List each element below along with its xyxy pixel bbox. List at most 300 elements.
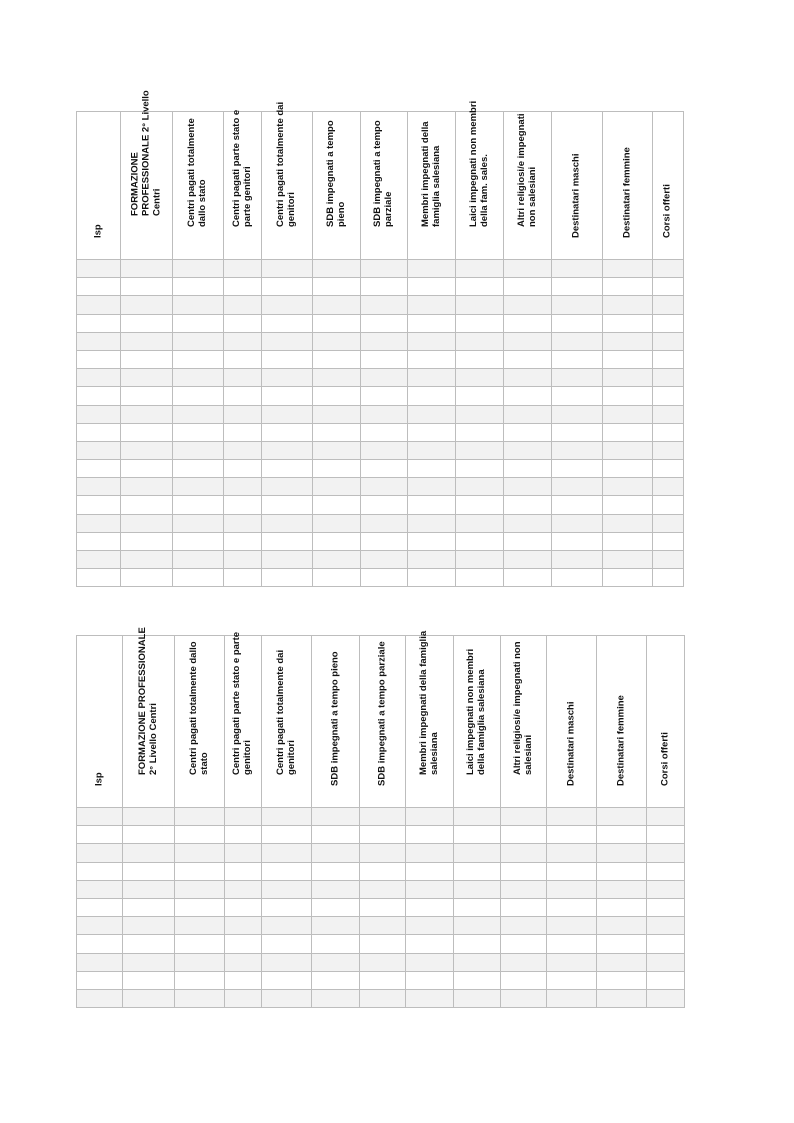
table-cell[interactable]: [456, 278, 504, 296]
table-cell[interactable]: [501, 826, 547, 844]
table-cell[interactable]: [313, 278, 361, 296]
table-cell[interactable]: [456, 350, 504, 368]
table-cell[interactable]: [653, 332, 684, 350]
table-cell[interactable]: [77, 514, 121, 532]
table-cell[interactable]: [504, 532, 552, 550]
table-cell[interactable]: [121, 296, 173, 314]
table-cell[interactable]: [456, 460, 504, 478]
table-cell[interactable]: [262, 514, 313, 532]
table-cell[interactable]: [262, 460, 313, 478]
table-cell[interactable]: [224, 350, 262, 368]
table-cell[interactable]: [224, 369, 262, 387]
table-cell[interactable]: [408, 460, 456, 478]
table-cell[interactable]: [173, 569, 224, 587]
table-cell[interactable]: [647, 935, 685, 953]
table-cell[interactable]: [406, 898, 454, 916]
table-cell[interactable]: [77, 296, 121, 314]
table-cell[interactable]: [454, 808, 501, 826]
table-cell[interactable]: [224, 405, 262, 423]
table-cell[interactable]: [313, 532, 361, 550]
table-cell[interactable]: [504, 405, 552, 423]
table-cell[interactable]: [175, 880, 225, 898]
table-cell[interactable]: [552, 478, 603, 496]
table-cell[interactable]: [504, 278, 552, 296]
table-cell[interactable]: [175, 862, 225, 880]
table-cell[interactable]: [647, 844, 685, 862]
table-cell[interactable]: [77, 808, 123, 826]
table-cell[interactable]: [597, 826, 647, 844]
table-cell[interactable]: [552, 278, 603, 296]
table-cell[interactable]: [408, 496, 456, 514]
table-cell[interactable]: [225, 971, 262, 989]
table-cell[interactable]: [262, 405, 313, 423]
table-cell[interactable]: [597, 880, 647, 898]
table-cell[interactable]: [361, 460, 408, 478]
table-cell[interactable]: [77, 569, 121, 587]
table-cell[interactable]: [312, 898, 360, 916]
table-cell[interactable]: [552, 532, 603, 550]
table-cell[interactable]: [653, 569, 684, 587]
table-cell[interactable]: [361, 278, 408, 296]
table-cell[interactable]: [647, 862, 685, 880]
table-cell[interactable]: [454, 862, 501, 880]
table-cell[interactable]: [597, 971, 647, 989]
table-cell[interactable]: [603, 532, 653, 550]
table-cell[interactable]: [456, 441, 504, 459]
table-cell[interactable]: [224, 569, 262, 587]
table-cell[interactable]: [121, 496, 173, 514]
table-cell[interactable]: [77, 880, 123, 898]
table-cell[interactable]: [77, 350, 121, 368]
table-cell[interactable]: [454, 989, 501, 1007]
table-cell[interactable]: [360, 935, 406, 953]
table-cell[interactable]: [361, 350, 408, 368]
table-cell[interactable]: [408, 441, 456, 459]
table-cell[interactable]: [504, 387, 552, 405]
table-cell[interactable]: [653, 369, 684, 387]
table-cell[interactable]: [456, 314, 504, 332]
table-cell[interactable]: [77, 405, 121, 423]
table-cell[interactable]: [173, 405, 224, 423]
table-cell[interactable]: [77, 423, 121, 441]
table-cell[interactable]: [597, 953, 647, 971]
table-cell[interactable]: [224, 478, 262, 496]
table-cell[interactable]: [121, 478, 173, 496]
table-cell[interactable]: [313, 260, 361, 278]
table-cell[interactable]: [121, 532, 173, 550]
table-cell[interactable]: [408, 278, 456, 296]
table-cell[interactable]: [173, 296, 224, 314]
table-cell[interactable]: [224, 423, 262, 441]
table-cell[interactable]: [121, 405, 173, 423]
table-cell[interactable]: [547, 917, 597, 935]
table-cell[interactable]: [552, 569, 603, 587]
table-cell[interactable]: [547, 935, 597, 953]
table-cell[interactable]: [552, 387, 603, 405]
table-cell[interactable]: [123, 826, 175, 844]
table-cell[interactable]: [262, 350, 313, 368]
table-cell[interactable]: [603, 514, 653, 532]
table-cell[interactable]: [504, 260, 552, 278]
table-cell[interactable]: [454, 844, 501, 862]
table-cell[interactable]: [653, 478, 684, 496]
table-cell[interactable]: [603, 278, 653, 296]
table-cell[interactable]: [262, 989, 312, 1007]
table-cell[interactable]: [313, 460, 361, 478]
table-cell[interactable]: [312, 953, 360, 971]
table-cell[interactable]: [361, 423, 408, 441]
table-cell[interactable]: [653, 441, 684, 459]
table-cell[interactable]: [312, 808, 360, 826]
table-cell[interactable]: [552, 423, 603, 441]
table-cell[interactable]: [77, 460, 121, 478]
table-cell[interactable]: [603, 569, 653, 587]
table-cell[interactable]: [77, 314, 121, 332]
table-cell[interactable]: [360, 808, 406, 826]
table-cell[interactable]: [173, 314, 224, 332]
table-cell[interactable]: [262, 532, 313, 550]
table-cell[interactable]: [173, 350, 224, 368]
table-cell[interactable]: [313, 296, 361, 314]
table-cell[interactable]: [603, 478, 653, 496]
table-cell[interactable]: [406, 935, 454, 953]
table-cell[interactable]: [501, 862, 547, 880]
table-cell[interactable]: [77, 478, 121, 496]
table-cell[interactable]: [647, 917, 685, 935]
table-cell[interactable]: [262, 314, 313, 332]
table-cell[interactable]: [361, 260, 408, 278]
table-cell[interactable]: [313, 496, 361, 514]
table-cell[interactable]: [456, 569, 504, 587]
table-cell[interactable]: [408, 514, 456, 532]
table-cell[interactable]: [647, 880, 685, 898]
table-cell[interactable]: [597, 898, 647, 916]
table-cell[interactable]: [552, 260, 603, 278]
table-cell[interactable]: [603, 296, 653, 314]
table-cell[interactable]: [408, 314, 456, 332]
table-cell[interactable]: [360, 917, 406, 935]
table-cell[interactable]: [454, 971, 501, 989]
table-cell[interactable]: [547, 971, 597, 989]
table-cell[interactable]: [224, 514, 262, 532]
table-cell[interactable]: [77, 989, 123, 1007]
table-cell[interactable]: [224, 532, 262, 550]
table-cell[interactable]: [173, 551, 224, 569]
table-cell[interactable]: [173, 369, 224, 387]
table-cell[interactable]: [313, 551, 361, 569]
table-cell[interactable]: [408, 405, 456, 423]
table-cell[interactable]: [456, 332, 504, 350]
table-cell[interactable]: [501, 953, 547, 971]
table-cell[interactable]: [121, 314, 173, 332]
table-cell[interactable]: [361, 441, 408, 459]
table-cell[interactable]: [262, 496, 313, 514]
table-cell[interactable]: [173, 441, 224, 459]
table-cell[interactable]: [77, 844, 123, 862]
table-cell[interactable]: [547, 844, 597, 862]
table-cell[interactable]: [406, 862, 454, 880]
table-cell[interactable]: [647, 971, 685, 989]
table-cell[interactable]: [312, 917, 360, 935]
table-cell[interactable]: [552, 314, 603, 332]
table-cell[interactable]: [501, 935, 547, 953]
table-cell[interactable]: [454, 935, 501, 953]
table-cell[interactable]: [501, 989, 547, 1007]
table-cell[interactable]: [175, 826, 225, 844]
table-cell[interactable]: [501, 917, 547, 935]
table-cell[interactable]: [77, 332, 121, 350]
table-cell[interactable]: [262, 808, 312, 826]
table-cell[interactable]: [262, 441, 313, 459]
table-cell[interactable]: [360, 989, 406, 1007]
table-cell[interactable]: [603, 551, 653, 569]
table-cell[interactable]: [456, 496, 504, 514]
table-cell[interactable]: [408, 423, 456, 441]
table-cell[interactable]: [454, 953, 501, 971]
table-cell[interactable]: [456, 260, 504, 278]
table-cell[interactable]: [360, 953, 406, 971]
table-cell[interactable]: [456, 405, 504, 423]
table-cell[interactable]: [653, 514, 684, 532]
table-cell[interactable]: [77, 862, 123, 880]
table-cell[interactable]: [653, 296, 684, 314]
table-cell[interactable]: [408, 369, 456, 387]
table-cell[interactable]: [504, 569, 552, 587]
table-cell[interactable]: [360, 898, 406, 916]
table-cell[interactable]: [406, 844, 454, 862]
table-cell[interactable]: [224, 332, 262, 350]
table-cell[interactable]: [123, 862, 175, 880]
table-cell[interactable]: [360, 971, 406, 989]
table-cell[interactable]: [173, 278, 224, 296]
table-cell[interactable]: [603, 423, 653, 441]
table-cell[interactable]: [262, 387, 313, 405]
table-cell[interactable]: [123, 953, 175, 971]
table-cell[interactable]: [262, 844, 312, 862]
table-cell[interactable]: [501, 898, 547, 916]
table-cell[interactable]: [77, 826, 123, 844]
table-cell[interactable]: [77, 260, 121, 278]
table-cell[interactable]: [77, 917, 123, 935]
table-cell[interactable]: [224, 496, 262, 514]
table-cell[interactable]: [456, 478, 504, 496]
table-cell[interactable]: [456, 369, 504, 387]
table-cell[interactable]: [123, 808, 175, 826]
table-cell[interactable]: [361, 514, 408, 532]
table-cell[interactable]: [653, 532, 684, 550]
table-cell[interactable]: [224, 260, 262, 278]
table-cell[interactable]: [547, 989, 597, 1007]
table-cell[interactable]: [313, 314, 361, 332]
table-cell[interactable]: [123, 917, 175, 935]
table-cell[interactable]: [501, 808, 547, 826]
table-cell[interactable]: [224, 278, 262, 296]
table-cell[interactable]: [552, 296, 603, 314]
table-cell[interactable]: [504, 551, 552, 569]
table-cell[interactable]: [603, 405, 653, 423]
table-cell[interactable]: [121, 569, 173, 587]
table-cell[interactable]: [653, 350, 684, 368]
table-cell[interactable]: [224, 314, 262, 332]
table-cell[interactable]: [225, 917, 262, 935]
table-cell[interactable]: [361, 478, 408, 496]
table-cell[interactable]: [121, 369, 173, 387]
table-cell[interactable]: [123, 844, 175, 862]
table-cell[interactable]: [552, 551, 603, 569]
table-cell[interactable]: [262, 332, 313, 350]
table-cell[interactable]: [77, 532, 121, 550]
table-cell[interactable]: [603, 314, 653, 332]
table-cell[interactable]: [77, 278, 121, 296]
table-cell[interactable]: [361, 532, 408, 550]
table-cell[interactable]: [225, 953, 262, 971]
table-cell[interactable]: [173, 478, 224, 496]
table-cell[interactable]: [173, 332, 224, 350]
table-cell[interactable]: [312, 935, 360, 953]
table-cell[interactable]: [406, 808, 454, 826]
table-cell[interactable]: [77, 935, 123, 953]
table-cell[interactable]: [312, 880, 360, 898]
table-cell[interactable]: [313, 569, 361, 587]
table-cell[interactable]: [175, 917, 225, 935]
table-cell[interactable]: [547, 826, 597, 844]
table-cell[interactable]: [504, 369, 552, 387]
table-cell[interactable]: [225, 844, 262, 862]
table-cell[interactable]: [313, 441, 361, 459]
table-cell[interactable]: [224, 460, 262, 478]
table-cell[interactable]: [653, 278, 684, 296]
table-cell[interactable]: [603, 332, 653, 350]
table-cell[interactable]: [77, 898, 123, 916]
table-cell[interactable]: [313, 332, 361, 350]
table-cell[interactable]: [603, 350, 653, 368]
table-cell[interactable]: [408, 569, 456, 587]
table-cell[interactable]: [647, 826, 685, 844]
table-cell[interactable]: [173, 387, 224, 405]
table-cell[interactable]: [456, 296, 504, 314]
table-cell[interactable]: [312, 989, 360, 1007]
table-cell[interactable]: [504, 460, 552, 478]
table-cell[interactable]: [408, 551, 456, 569]
table-cell[interactable]: [647, 898, 685, 916]
table-cell[interactable]: [597, 989, 647, 1007]
table-cell[interactable]: [408, 532, 456, 550]
table-cell[interactable]: [123, 971, 175, 989]
table-cell[interactable]: [313, 423, 361, 441]
table-cell[interactable]: [361, 314, 408, 332]
table-cell[interactable]: [504, 496, 552, 514]
table-cell[interactable]: [312, 844, 360, 862]
table-cell[interactable]: [312, 826, 360, 844]
table-cell[interactable]: [603, 441, 653, 459]
table-cell[interactable]: [552, 405, 603, 423]
table-cell[interactable]: [121, 441, 173, 459]
table-cell[interactable]: [597, 935, 647, 953]
table-cell[interactable]: [552, 514, 603, 532]
table-cell[interactable]: [547, 953, 597, 971]
table-cell[interactable]: [123, 898, 175, 916]
table-cell[interactable]: [77, 551, 121, 569]
table-cell[interactable]: [312, 971, 360, 989]
table-cell[interactable]: [406, 989, 454, 1007]
table-cell[interactable]: [262, 880, 312, 898]
table-cell[interactable]: [504, 423, 552, 441]
table-cell[interactable]: [121, 460, 173, 478]
table-cell[interactable]: [262, 862, 312, 880]
table-cell[interactable]: [552, 332, 603, 350]
table-cell[interactable]: [653, 460, 684, 478]
table-cell[interactable]: [406, 880, 454, 898]
table-cell[interactable]: [603, 369, 653, 387]
table-cell[interactable]: [121, 332, 173, 350]
table-cell[interactable]: [262, 369, 313, 387]
table-cell[interactable]: [123, 935, 175, 953]
table-cell[interactable]: [313, 514, 361, 532]
table-cell[interactable]: [454, 898, 501, 916]
table-cell[interactable]: [225, 880, 262, 898]
table-cell[interactable]: [262, 478, 313, 496]
table-cell[interactable]: [501, 880, 547, 898]
table-cell[interactable]: [123, 989, 175, 1007]
table-cell[interactable]: [653, 260, 684, 278]
table-cell[interactable]: [77, 953, 123, 971]
table-cell[interactable]: [504, 350, 552, 368]
table-cell[interactable]: [454, 917, 501, 935]
table-cell[interactable]: [175, 898, 225, 916]
table-cell[interactable]: [121, 278, 173, 296]
table-cell[interactable]: [225, 898, 262, 916]
table-cell[interactable]: [361, 569, 408, 587]
table-cell[interactable]: [173, 532, 224, 550]
table-cell[interactable]: [547, 880, 597, 898]
table-cell[interactable]: [262, 898, 312, 916]
table-cell[interactable]: [224, 441, 262, 459]
table-cell[interactable]: [408, 260, 456, 278]
table-cell[interactable]: [547, 898, 597, 916]
table-cell[interactable]: [360, 862, 406, 880]
table-cell[interactable]: [361, 296, 408, 314]
table-cell[interactable]: [406, 953, 454, 971]
table-cell[interactable]: [224, 387, 262, 405]
table-cell[interactable]: [504, 478, 552, 496]
table-cell[interactable]: [456, 387, 504, 405]
table-cell[interactable]: [313, 387, 361, 405]
table-cell[interactable]: [262, 971, 312, 989]
table-cell[interactable]: [175, 971, 225, 989]
table-cell[interactable]: [225, 808, 262, 826]
table-cell[interactable]: [547, 808, 597, 826]
table-cell[interactable]: [173, 496, 224, 514]
table-cell[interactable]: [173, 260, 224, 278]
table-cell[interactable]: [225, 862, 262, 880]
table-cell[interactable]: [262, 826, 312, 844]
table-cell[interactable]: [603, 260, 653, 278]
table-cell[interactable]: [313, 478, 361, 496]
table-cell[interactable]: [597, 808, 647, 826]
table-cell[interactable]: [360, 844, 406, 862]
table-cell[interactable]: [361, 332, 408, 350]
table-cell[interactable]: [501, 971, 547, 989]
table-cell[interactable]: [173, 423, 224, 441]
table-cell[interactable]: [77, 387, 121, 405]
table-cell[interactable]: [408, 332, 456, 350]
table-cell[interactable]: [360, 880, 406, 898]
table-cell[interactable]: [121, 423, 173, 441]
table-cell[interactable]: [313, 405, 361, 423]
table-cell[interactable]: [262, 278, 313, 296]
table-cell[interactable]: [603, 460, 653, 478]
table-cell[interactable]: [456, 551, 504, 569]
